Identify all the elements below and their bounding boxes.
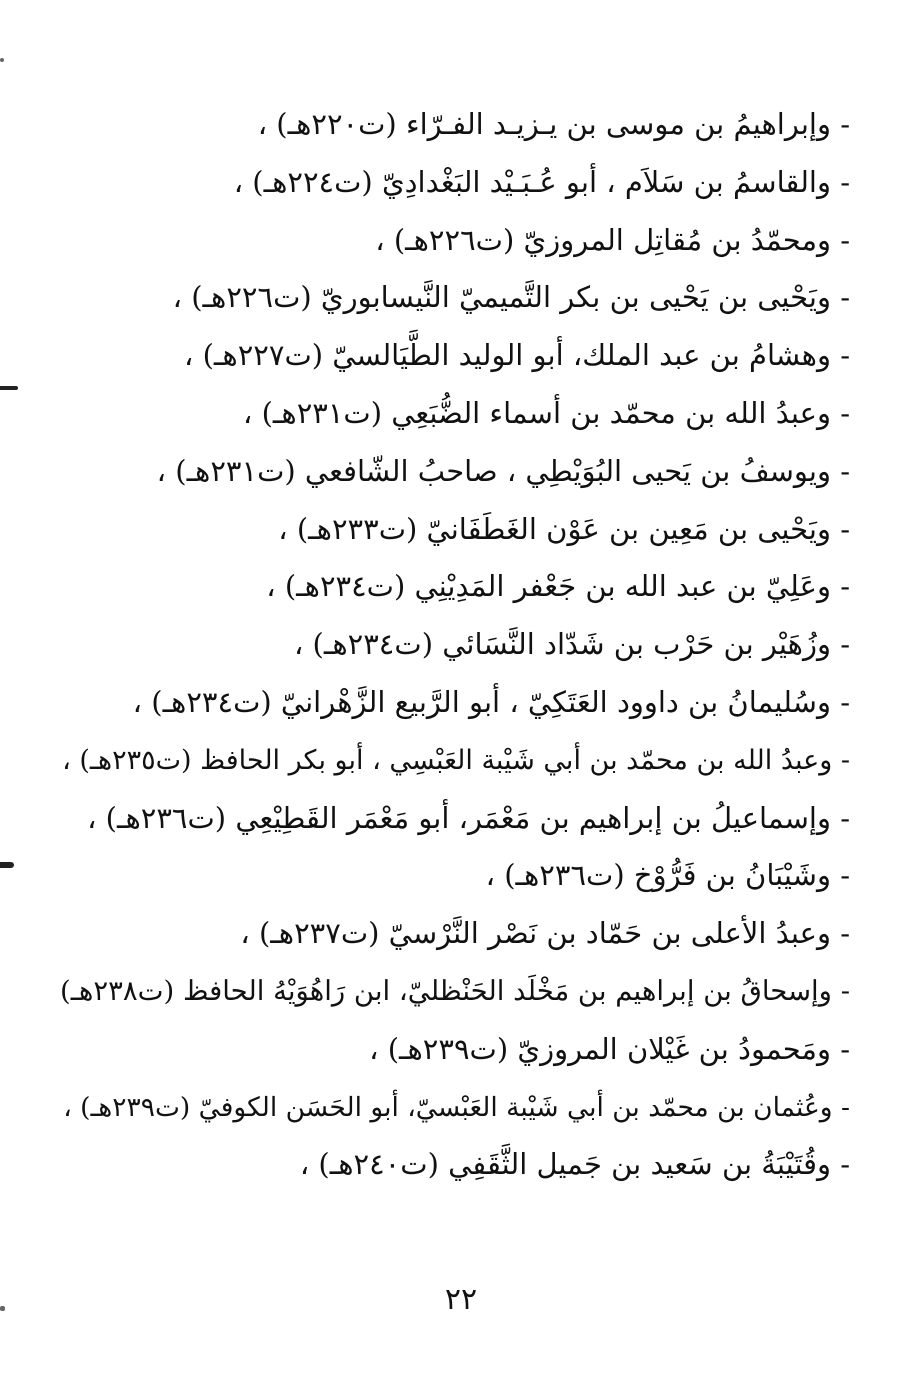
list-item: - ويوسفُ بن يَحيى البُوَيْطِي ، صاحبُ الشّافعي (ت٢٣١هـ) ،	[156, 453, 850, 488]
list-item: - ويَحْيى بن يَحْيى بن بكر التَّميميّ النَّيسابوريّ (ت٢٢٦هـ) ،	[172, 280, 850, 315]
list-item: - وشَيْبَانُ بن فَرُّوْخ (ت٢٣٦هـ) ،	[485, 858, 850, 893]
list-item: - وعَلِيّ بن عبد الله بن جَعْفر المَدِيْنِي (ت٢٣٤هـ) ،	[266, 569, 850, 604]
list-item: - وعبدُ الله بن محمّد بن أسماء الضُّبَعِي (ت٢٣١هـ) ،	[243, 395, 850, 430]
margin-scan-mark	[0, 386, 18, 390]
scholar-list	[50, 96, 850, 1194]
list-item: - وعبدُ الأعلى بن حَمّاد بن نَصْر النَّرْسيّ (ت٢٣٧هـ) ،	[240, 916, 850, 951]
list-item: - وهشامُ بن عبد الملك، أبو الوليد الطَّيَالسيّ (ت٢٢٧هـ) ،	[184, 338, 850, 373]
list-item: - وقُتَيْبَةُ بن سَعيد بن جَميل الثَّقَفِي (ت٢٤٠هـ) ،	[299, 1147, 850, 1182]
list-item: - وعبدُ الله بن محمّد بن أبي شَيْبة العَبْسِي ، أبو بكر الحافظ (ت٢٣٥هـ) ،	[62, 744, 850, 776]
list-item: - ويَحْيى بن مَعِين بن عَوْن الغَطَفَانيّ (ت٢٣٣هـ) ،	[278, 511, 850, 546]
scan-speck-mark	[0, 58, 4, 62]
list-item: - وسُليمانُ بن داوود العَتَكِيّ ، أبو الرَّبيع الزَّهْرانيّ (ت٢٣٤هـ) ،	[132, 684, 850, 719]
page-number: ٢٢	[444, 1282, 478, 1317]
list-item: - وزُهَيْر بن حَرْب بن شَدّاد النَّسَائي (ت٢٣٤هـ) ،	[293, 627, 850, 662]
list-item: - وإسحاقُ بن إبراهيم بن مَخْلَد الحَنْظليّ، ابن رَاهُوَيْهُ الحافظ (ت٢٣٨هـ)	[60, 974, 850, 1007]
list-item: - وإسماعيلُ بن إبراهيم بن مَعْمَر، أبو مَعْمَر القَطِيْعِي (ت٢٣٦هـ) ،	[87, 800, 850, 835]
list-item: - وإبراهيمُ بن موسى بن يـزيـد الفـرّاء (ت٢٢٠هـ) ،	[257, 107, 850, 141]
list-item: - ومَحمودُ بن غَيْلان المروزيّ (ت٢٣٩هـ) ،	[369, 1031, 850, 1066]
margin-scan-mark	[0, 862, 14, 868]
list-item: - والقاسمُ بن سَلاَم ، أبو عُـبَـيْد البَغْدادِيّ (ت٢٢٤هـ) ،	[233, 164, 850, 199]
list-item: - وعُثمان بن محمّد بن أبي شَيْبة العَبْسيّ، أبو الحَسَن الكوفيّ (ت٢٣٩هـ) ،	[63, 1091, 850, 1123]
list-item: - ومحمّدُ بن مُقاتِل المروزيّ (ت٢٢٦هـ) ،	[375, 222, 850, 257]
